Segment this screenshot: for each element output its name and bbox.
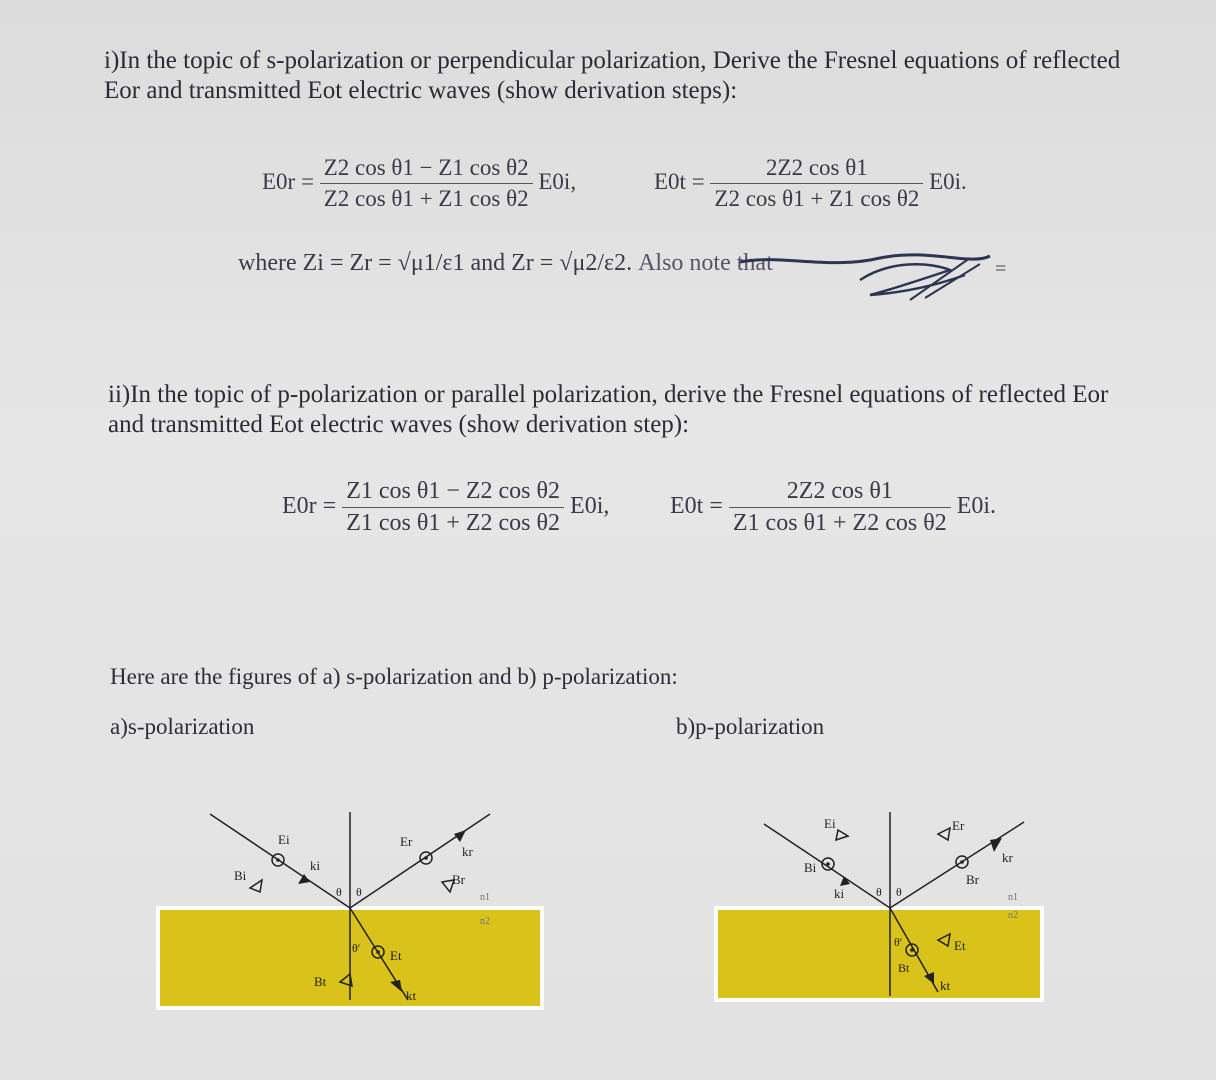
eq-factor: E0i, <box>538 168 577 194</box>
incident-ray <box>764 824 890 908</box>
where-text: where Zi = Zr = √μ1/ε1 and Zr = √μ2/ε2. <box>238 250 633 276</box>
eq-denominator: Z2 cos θ1 + Z1 cos θ2 <box>320 183 533 212</box>
incident-e-arrow <box>836 830 848 840</box>
part-i-prompt-line1: i)In the topic of s-polarization or perpendicular polarization, Derive the Fresnel equations of reflected <box>104 47 1121 74</box>
struck-text: Also note that <box>638 250 773 276</box>
part-ii-prompt <box>108 380 1168 440</box>
eq-fraction <box>320 155 533 212</box>
eq-factor: E0i. <box>956 493 997 520</box>
label-n2: n2 <box>1008 910 1018 921</box>
part-i-where-line <box>238 250 773 277</box>
label-bi: Bi <box>234 868 247 883</box>
label-er: Er <box>952 818 965 833</box>
eq-lhs: E0r = <box>282 493 337 520</box>
label-kr: kr <box>462 844 473 859</box>
label-kt: kt <box>406 988 417 1003</box>
label-bi: Bi <box>804 860 817 875</box>
label-bt: Bt <box>314 974 327 989</box>
label-ki: ki <box>310 858 321 873</box>
part-ii-eq-reflected <box>282 478 609 537</box>
reflected-k-arrow <box>454 830 466 842</box>
svg-text:=: = <box>995 258 1007 280</box>
label-et: Et <box>954 938 966 953</box>
figure-a-label: a)s-polarization <box>110 714 255 739</box>
part-i-prompt-line2: Eor and transmitted Eot electric waves (show derivation steps): <box>104 77 738 104</box>
eq-denominator: Z2 cos θ1 + Z1 cos θ2 <box>710 183 923 212</box>
label-kr: kr <box>1002 850 1013 865</box>
part-i-prompt <box>104 46 1164 106</box>
part-ii-prompt-line1: ii)In the topic of p-polarization or parallel polarization, derive the Fresnel equations of reflected Eor <box>108 381 1109 408</box>
label-angle-i: θ <box>336 885 342 899</box>
eq-lhs: E0r = <box>262 168 314 194</box>
eq-factor: E0i, <box>570 493 610 520</box>
eq-denominator: Z1 cos θ1 + Z2 cos θ2 <box>729 507 951 537</box>
eq-fraction <box>342 478 564 537</box>
eq-fraction <box>729 478 951 537</box>
label-n1: n1 <box>1008 892 1018 903</box>
eq-lhs: E0t = <box>654 168 705 194</box>
incident-ray <box>210 814 350 908</box>
figure-a-s-polarization <box>150 800 550 1020</box>
eq-numerator: 2Z2 cos θ1 <box>786 478 893 504</box>
eq-numerator: 2Z2 cos θ1 <box>766 155 868 180</box>
eq-lhs: E0t = <box>670 493 723 520</box>
medium-2 <box>716 908 1042 1000</box>
incident-k-arrow <box>298 874 310 884</box>
label-angle-t: θ' <box>894 935 902 949</box>
label-et: Et <box>390 948 402 963</box>
eq-fraction <box>710 155 923 212</box>
figures-caption: Here are the figures of a) s-polarization and b) p-polarization: <box>110 664 678 689</box>
figure-b-label: b)p-polarization <box>676 714 825 739</box>
label-ki: ki <box>834 886 845 901</box>
label-angle-t: θ' <box>352 941 360 955</box>
reflected-e-arrow <box>938 828 950 840</box>
label-bt: Bt <box>898 961 910 975</box>
label-br: Br <box>966 872 979 887</box>
figure-b-p-polarization <box>712 800 1052 1020</box>
eq-denominator: Z1 cos θ1 + Z2 cos θ2 <box>342 507 564 537</box>
label-ei: Ei <box>278 832 290 847</box>
label-angle-r: θ <box>356 885 362 899</box>
incident-b-arrow <box>250 880 262 892</box>
label-n1: n1 <box>480 892 490 903</box>
reflected-k-arrow <box>990 838 1002 852</box>
part-ii-prompt-line2: and transmitted Eot electric waves (show derivation step): <box>108 411 690 438</box>
scribble-mark <box>740 240 1020 310</box>
label-angle-i: θ <box>876 885 882 899</box>
label-ei: Ei <box>824 816 836 831</box>
label-er: Er <box>400 834 413 849</box>
eq-factor: E0i. <box>929 168 967 194</box>
part-i-eq-transmitted <box>654 155 967 212</box>
eq-numerator: Z1 cos θ1 − Z2 cos θ2 <box>346 478 561 504</box>
label-br: Br <box>452 872 465 887</box>
part-ii-eq-transmitted <box>670 478 996 537</box>
label-angle-r: θ <box>896 885 902 899</box>
part-i-eq-reflected <box>262 155 576 212</box>
eq-numerator: Z2 cos θ1 − Z1 cos θ2 <box>323 155 529 180</box>
label-kt: kt <box>940 978 951 993</box>
label-n2: n2 <box>480 916 490 927</box>
